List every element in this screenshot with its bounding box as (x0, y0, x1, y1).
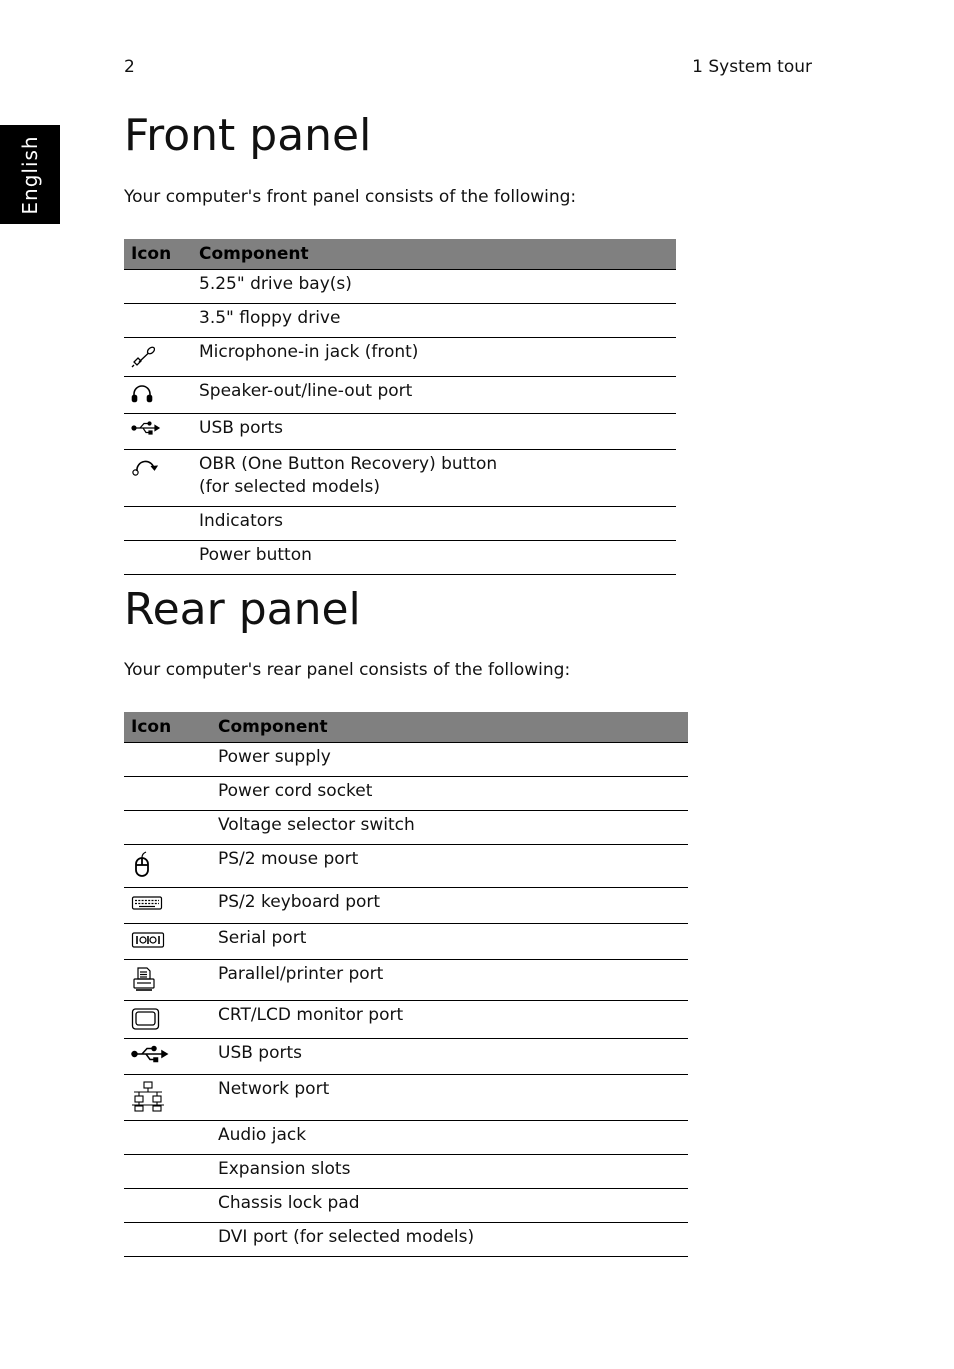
table-row (124, 338, 676, 377)
table-row (124, 1001, 688, 1039)
table-row (124, 270, 676, 304)
icon-cell (124, 304, 192, 338)
component-cell (192, 450, 676, 507)
component-cell: Expansion slots (211, 1155, 688, 1189)
icon-cell (124, 777, 211, 811)
icon-cell (124, 845, 211, 888)
component-cell: Indicators (192, 507, 676, 541)
table-row (124, 1223, 688, 1257)
component-cell: Parallel/printer port (211, 960, 688, 1001)
icon-cell (124, 1223, 211, 1257)
table-row (124, 1039, 688, 1075)
keyboard-icon (131, 894, 161, 916)
component-cell: 5.25" drive bay(s) (192, 270, 676, 304)
obr-recovery-icon (131, 456, 161, 478)
table-row (124, 811, 688, 845)
front-panel-table (124, 239, 676, 575)
table-header-row (124, 712, 688, 743)
network-icon (131, 1081, 161, 1113)
mouse-icon (131, 851, 161, 879)
printer-icon (131, 966, 161, 992)
language-label: English (18, 135, 42, 215)
table-row (124, 924, 688, 960)
rear-panel-intro: Your computer's rear panel consists of the following: (124, 660, 571, 680)
icon-cell (124, 1001, 211, 1039)
table-row (124, 541, 676, 575)
component-cell: Power supply (211, 743, 688, 777)
microphone-icon (131, 344, 161, 366)
table-header-row (124, 239, 676, 270)
icon-cell (124, 1075, 211, 1121)
usb-icon (131, 420, 161, 442)
icon-cell (124, 338, 192, 377)
table-row (124, 507, 676, 541)
column-header-component: Component (192, 239, 676, 270)
component-cell: DVI port (for selected models) (211, 1223, 688, 1257)
component-cell: Voltage selector switch (211, 811, 688, 845)
language-side-tab (0, 125, 60, 224)
component-cell: USB ports (211, 1039, 688, 1075)
table-row (124, 777, 688, 811)
component-label-note: (for selected models) (199, 477, 380, 497)
component-cell: Serial port (211, 924, 688, 960)
monitor-icon (131, 1007, 161, 1031)
component-cell: PS/2 mouse port (211, 845, 688, 888)
page-number: 2 (124, 57, 135, 77)
icon-cell (124, 960, 211, 1001)
icon-cell (124, 1189, 211, 1223)
icon-cell (124, 743, 211, 777)
column-header-icon: Icon (124, 239, 192, 270)
component-cell: USB ports (192, 414, 676, 450)
table-row (124, 1121, 688, 1155)
icon-cell (124, 1039, 211, 1075)
table-row (124, 845, 688, 888)
icon-cell (124, 924, 211, 960)
table-row (124, 743, 688, 777)
table-row (124, 888, 688, 924)
table-row (124, 450, 676, 507)
table-row (124, 1155, 688, 1189)
front-panel-intro: Your computer's front panel consists of the following: (124, 187, 577, 207)
icon-cell (124, 377, 192, 414)
rear-panel-title: Rear panel (124, 584, 361, 635)
component-cell: PS/2 keyboard port (211, 888, 688, 924)
component-cell: CRT/LCD monitor port (211, 1001, 688, 1039)
icon-cell (124, 811, 211, 845)
column-header-icon: Icon (124, 712, 211, 743)
headphones-icon (131, 383, 161, 405)
icon-cell (124, 450, 192, 507)
component-label: OBR (One Button Recovery) button (199, 454, 498, 474)
front-panel-title: Front panel (124, 110, 372, 161)
component-cell: Power button (192, 541, 676, 575)
component-cell: Speaker-out/line-out port (192, 377, 676, 414)
usb-icon (131, 1045, 161, 1067)
component-cell: Power cord socket (211, 777, 688, 811)
chapter-header: 1 System tour (692, 57, 812, 77)
component-cell: Audio jack (211, 1121, 688, 1155)
icon-cell (124, 414, 192, 450)
icon-cell (124, 541, 192, 575)
component-cell: Chassis lock pad (211, 1189, 688, 1223)
serial-port-icon (131, 930, 161, 952)
table-row (124, 960, 688, 1001)
icon-cell (124, 1121, 211, 1155)
table-row (124, 1189, 688, 1223)
icon-cell (124, 270, 192, 304)
table-row (124, 304, 676, 338)
component-cell: 3.5" floppy drive (192, 304, 676, 338)
icon-cell (124, 507, 192, 541)
table-row (124, 414, 676, 450)
icon-cell (124, 888, 211, 924)
component-cell: Microphone-in jack (front) (192, 338, 676, 377)
icon-cell (124, 1155, 211, 1189)
component-cell: Network port (211, 1075, 688, 1121)
table-row (124, 1075, 688, 1121)
column-header-component: Component (211, 712, 688, 743)
table-row (124, 377, 676, 414)
rear-panel-table (124, 712, 688, 1257)
